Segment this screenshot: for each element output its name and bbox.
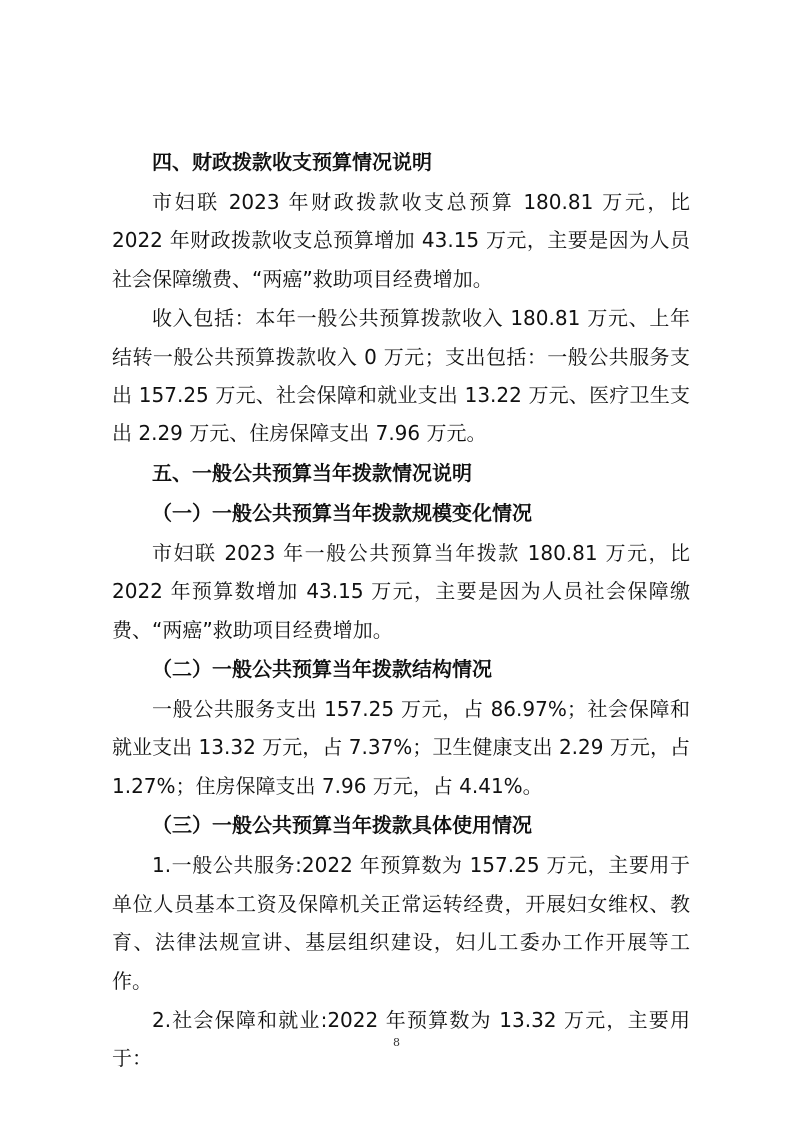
section-heading-general-budget: 五、一般公共预算当年拨款情况说明: [152, 460, 472, 485]
section-heading-fiscal-budget: 四、财政拨款收支预算情况说明: [152, 150, 432, 174]
paragraph-usage-public-service: 1.一般公共服务:2022 年预算数为 157.25 万元，主要用于单位人员基本工资及保障机关正常运转经费，开展妇女维权、教育、法律法规宣讲、基层组织建设，妇儿工委办工作开展等工作。: [112, 853, 690, 993]
paragraph-fiscal-total: 市妇联 2023 年财政拨款收支总预算 180.81 万元，比 2022 年财政拨款收支总预算增加 43.15 万元，主要是因为人员社会保障缴费、“两癌”救助项目经费增加。: [112, 190, 690, 291]
subsection-heading-scale: （一）一般公共预算当年拨款规模变化情况: [152, 500, 532, 525]
paragraph-fiscal-breakdown: 收入包括：本年一般公共预算拨款收入 180.81 万元、上年结转一般公共预算拨款收入 0 万元；支出包括：一般公共服务支出 157.25 万元、社会保障和就业支出 13.22 万元、医疗卫生支出 2.29 万元、住房保障支出 7.96 万元。: [112, 306, 690, 446]
page-number: 8: [393, 1036, 400, 1049]
paragraph-scale: 市妇联 2023 年一般公共预算当年拨款 180.81 万元，比 2022 年预算数增加 43.15 万元，主要是因为人员社会保障缴费、“两癌”救助项目经费增加。: [112, 540, 690, 642]
subsection-heading-structure: （二）一般公共预算当年拨款结构情况: [152, 657, 492, 682]
subsection-heading-usage: （三）一般公共预算当年拨款具体使用情况: [152, 813, 532, 838]
paragraph-usage-social-security: 2.社会保障和就业:2022 年预算数为 13.32 万元，主要用于：: [112, 1007, 690, 1071]
document-body: [112, 142, 690, 1078]
paragraph-structure: 一般公共服务支出 157.25 万元，占 86.97%；社会保障和就业支出 13.32 万元，占 7.37%；卫生健康支出 2.29 万元，占 1.27%；住房保障支出 7.96 万元，占 4.41%。: [112, 697, 690, 798]
